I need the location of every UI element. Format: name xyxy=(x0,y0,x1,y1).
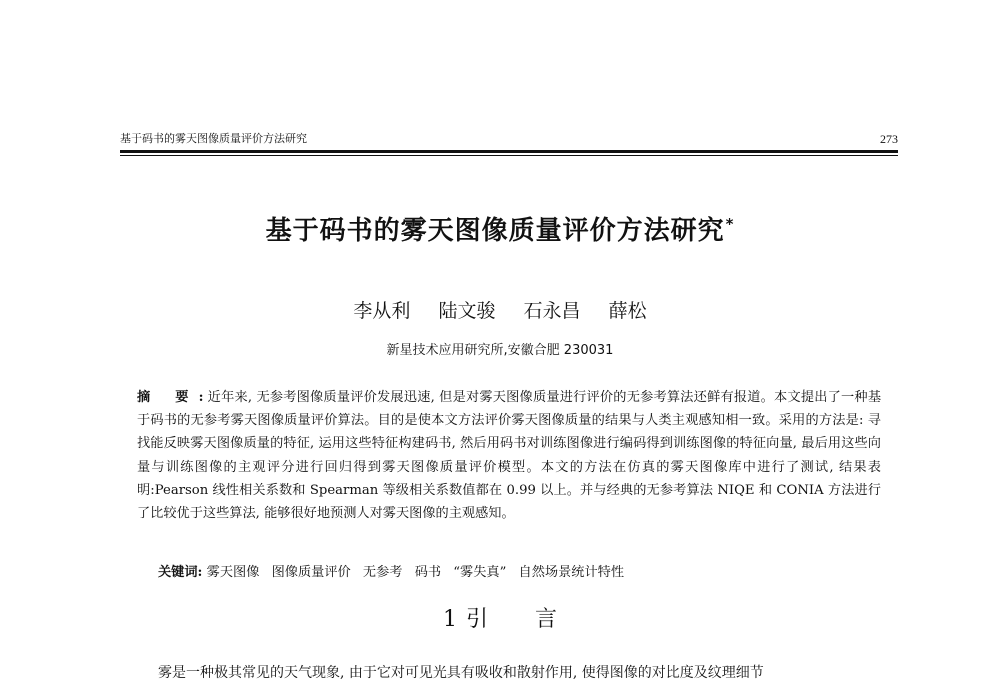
abstract-label: 摘 要 xyxy=(137,390,199,405)
title-footnote-mark: * xyxy=(725,215,735,233)
author-name: 薛松 xyxy=(608,300,647,322)
author-name: 李从利 xyxy=(353,300,411,322)
keyword: 图像质量评价 xyxy=(271,565,351,580)
keywords xyxy=(158,562,878,584)
keyword: 码书 xyxy=(414,565,442,580)
body-paragraph: 雾是一种极其常见的天气现象, 由于它对可见光具有吸收和散射作用, 使得图像的对比度及纹理细节 xyxy=(158,665,764,681)
section-title-part: 引 xyxy=(465,607,488,632)
abstract xyxy=(137,386,881,525)
keyword: 雾天图像 xyxy=(206,565,260,580)
abstract-text: 近年来, 无参考图像质量评价发展迅速, 但是对雾天图像质量进行评价的无参考算法还鲜有报道。本文提出了一种基于码书的无参考雾天图像质量评价算法。目的是使本文方法评价雾天图像质量的结果与人类主观感知相一致。采用的方法是: 寻找能反映雾天图像质量的特征, 运用这些特征构建码书, 然后用码书对训练图像进行编码得到训练图像的特征向量, 最后用这些向量与训练图像的主观评分进行回归得到雾天图像质量评价模型。本文的方法在仿真的雾天图像库中进行了测试, 结果表明:Pearson 线性相关系数和 Spearman 等级相关系数值都在 0.99 以上。并与经典的无参考算法 NIQE 和 CONIA 方法进行了比较优于这些算法, 能够很好地预测人对雾天图像的主观感知。 xyxy=(137,390,882,522)
paper-title-text: 基于码书的雾天图像质量评价方法研究 xyxy=(265,216,725,246)
running-head-title: 基于码书的雾天图像质量评价方法研究 xyxy=(120,132,307,145)
section-heading xyxy=(0,605,1000,635)
author-list xyxy=(0,298,1000,324)
abstract-colon: : xyxy=(198,390,204,405)
author-name: 陆文骏 xyxy=(438,300,496,322)
header-rule-thick xyxy=(120,150,898,153)
running-head xyxy=(120,131,898,147)
keyword: 自然场景统计特性 xyxy=(518,565,625,580)
paper-title xyxy=(0,207,1000,248)
keyword: “雾失真” xyxy=(453,565,507,580)
keywords-label: 关键词: xyxy=(158,565,203,580)
keyword: 无参考 xyxy=(362,565,403,580)
affiliation: 新星技术应用研究所,安徽合肥 230031 xyxy=(386,343,614,358)
page-number: 273 xyxy=(880,132,898,146)
author-name: 石永昌 xyxy=(523,300,581,322)
header-rule-thin xyxy=(120,155,898,156)
section-number: 1 xyxy=(442,607,457,632)
section-title-part: 言 xyxy=(535,607,558,632)
